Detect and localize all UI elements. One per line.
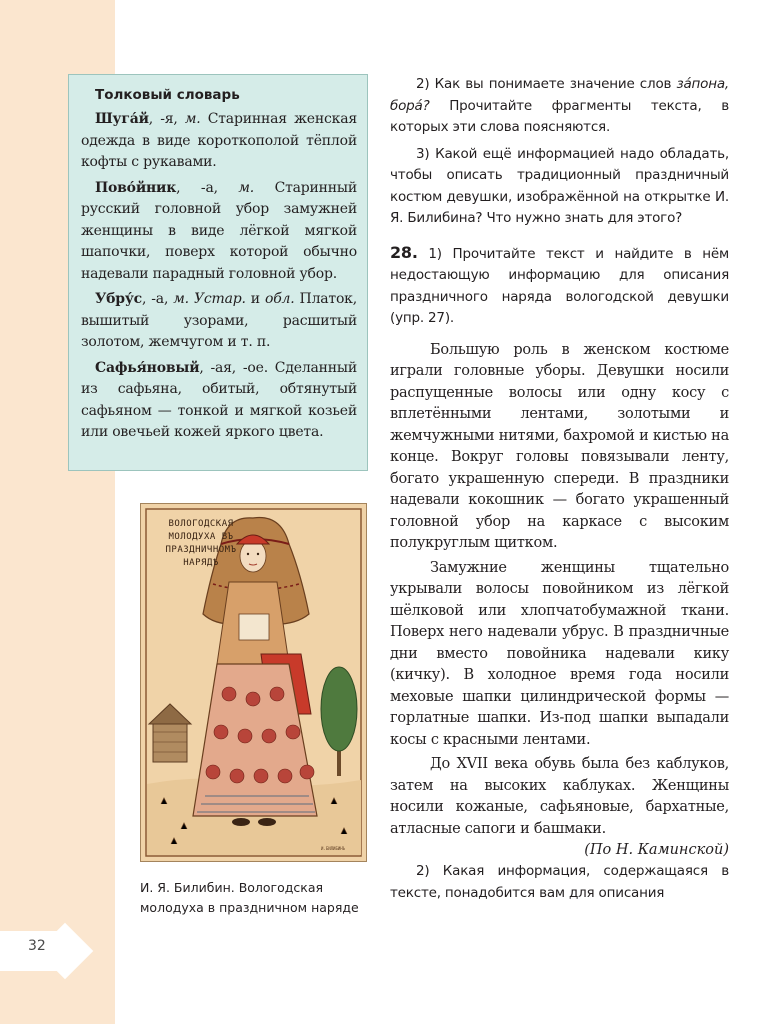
main-text-column	[390, 74, 729, 904]
exercise-number: 28.	[390, 242, 418, 262]
page-number: 32	[28, 938, 46, 954]
illustration-caption: И. Я. Билибин. Вологодская молодуха в праздничном наряде	[140, 880, 359, 915]
dictionary-entry: Пово́йник, -а, м. Старинный русский головной убор замужней женщины в виде лёгкой мягкой шапочки, поверх которой обычно надевали парадный головной убор.	[81, 179, 357, 282]
bilibin-illustration	[140, 503, 367, 862]
svg-text:И.БИЛИБИНЪ: И.БИЛИБИНЪ	[321, 846, 346, 851]
reading-text-paragraph: Замужние женщины тщательно укрывали волосы повойником из лёгкой шёлковой или хлопчатобумажной ткани. Поверх него надевали убрус. В праздничные дни вместо повойника надевали кику (кичку). В холодное время года носили меховые шапки цилиндрической формы — горлатные шапки. Из-под шапки выпадали косы с красными лентами.	[390, 559, 729, 748]
task-q2b: 2) Какая информация, содержащаяся в тексте, понадобится вам для описания	[390, 863, 729, 901]
dictionary-entry: Шуга́й, -я, м. Старинная женская одежда в виде короткополой тёплой кофты с рукавами.	[81, 111, 357, 170]
reading-text-paragraph: До XVII века обувь была без каблуков, затем на высоких каблуках. Женщины носили кожаные, сафьяновые, бархатные, атласные сапоги и башмаки.	[390, 756, 729, 837]
task-q3: 3) Какой ещё информацией надо обладать, чтобы описать традиционный праздничный костюм девушки, изображённой на открытке И. Я. Билибина? Что нужно знать для этого?	[390, 145, 729, 226]
task-q2: 2) Как вы понимаете значение слов за́пона, бора́? Прочитайте фрагменты текста, в которых эти слова поясняются.	[390, 76, 729, 135]
illustration-inscription: ВОЛОГОДСКАЯ МОЛОДУХА ВЪ ПРАЗДНИЧНОМЪ НАРЯДѢ	[165, 519, 237, 568]
exercise-28: 28. 1) Прочитайте текст и найдите в нём недостающую информацию для описания праздничного наряда вологодской девушки (упр. 27).	[390, 242, 729, 326]
dictionary-entry: Сафья́новый, -ая, -ое. Сделанный из сафьяна, обитый, обтянутый сафьяном — тонкой и мягкой козьей или овечьей кожей яркого цвета.	[81, 359, 358, 440]
dictionary-entry: Убру́с, -а, м. Устар. и обл. Платок, вышитый узорами, расшитый золотом, жемчугом и т. п.	[81, 291, 357, 350]
dictionary-title: Толковый словарь	[95, 87, 240, 103]
page-number-marker	[0, 927, 115, 975]
reading-text-paragraph: Большую роль в женском костюме играли головные уборы. Девушки носили распущенные волосы или одну косу с вплетёнными лентами, золотыми и жемчужными нитями, бахромой и кистью на конце. Вокруг головы повязывали ленту, богато украшенную спереди. В праздники надевали кокошник — богато украшенный головной убор на каркасе с высоким полукруглым щитком.	[390, 341, 729, 551]
text-source: (По Н. Каминской)	[584, 842, 729, 858]
dictionary-box	[68, 74, 368, 471]
